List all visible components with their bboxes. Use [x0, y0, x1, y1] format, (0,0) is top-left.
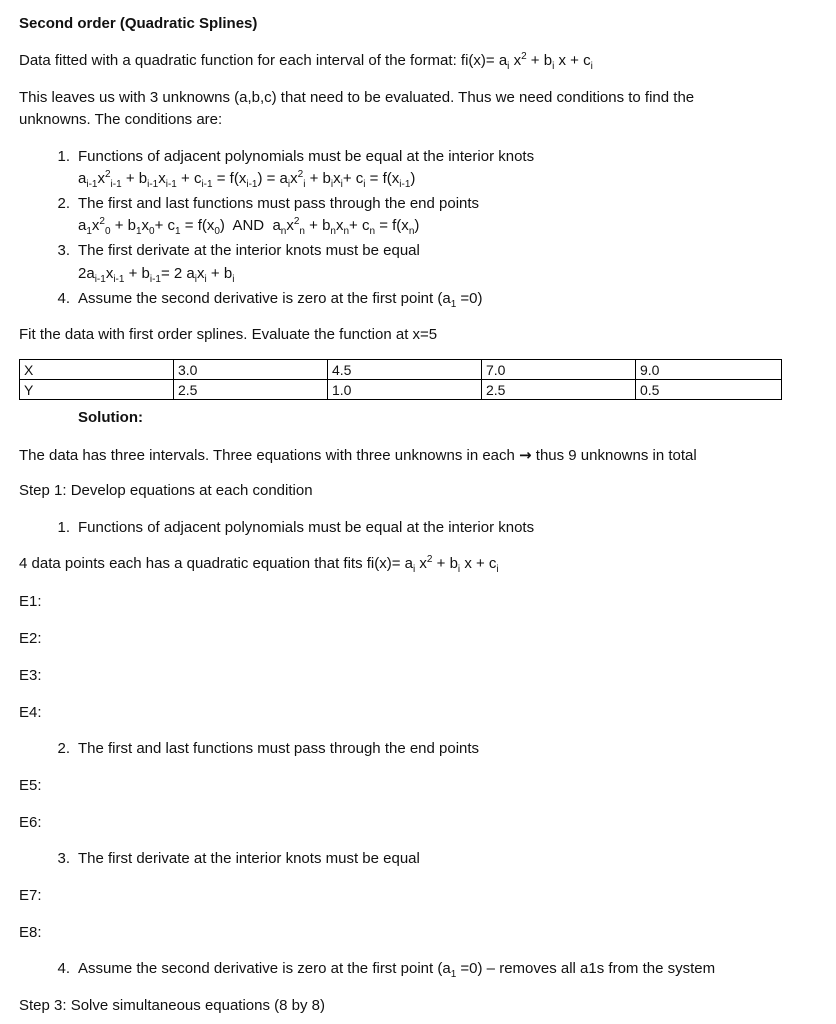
solution-label: Solution:	[78, 409, 143, 426]
intervals-text-a: The data has three intervals. Three equations with three unknowns in each	[19, 447, 515, 464]
equation-label-e5: E5:	[19, 777, 42, 794]
condition-text: Functions of adjacent polynomials must be equal at the interior knots	[78, 148, 535, 165]
condition-text: Assume the second derivative is zero at the first point (a	[78, 290, 451, 307]
intro-line-2: This leaves us with 3 unknowns (a,b,c) that need to be evaluated. Thus we need conditions to find the	[19, 89, 695, 106]
page-title: Second order (Quadratic Splines)	[19, 15, 258, 32]
and-word: AND	[232, 217, 265, 234]
y-label-cell: Y	[20, 380, 174, 400]
data-points-prefix: 4 data points each has a quadratic equation that fits fi(x)=	[19, 555, 401, 572]
step1-condition-4: 4. Assume the second derivative is zero at the first point $(a_1 =0)$ – removes all a1s from the system	[48, 960, 715, 978]
condition-number: 3.	[57, 242, 70, 259]
condition-text: The first derivate at the interior knots must be equal	[78, 850, 420, 867]
table-cell: 1.0	[328, 380, 482, 400]
condition-number: 2.	[57, 740, 70, 757]
equation-label-e4: E4:	[19, 704, 42, 721]
table-cell: 2.5	[482, 380, 636, 400]
equation-label-e7: E7:	[19, 887, 42, 904]
condition-4-suffix: – removes all a1s from the system	[482, 960, 716, 977]
table-cell: 4.5	[328, 360, 482, 380]
table-row	[20, 380, 782, 400]
condition-number: 1.	[57, 148, 70, 165]
fit-instruction: Fit the data with first order splines. Evaluate the function at x=5	[19, 326, 438, 343]
table-cell: 2.5	[174, 380, 328, 400]
condition-number: 1.	[57, 519, 70, 536]
step1-condition-2	[48, 740, 479, 758]
condition-1	[48, 148, 534, 166]
table-cell: 3.0	[174, 360, 328, 380]
condition-2-formula: $a_1x^2_0 + b_1x_0+ c_1 = f(x_0)$ AND $a_nx^2_n + b_nx_n+ c_n = f(x_n)$	[78, 216, 420, 237]
table-cell: 9.0	[636, 360, 782, 380]
intervals-line	[19, 446, 697, 465]
table-row	[20, 360, 782, 380]
intro-line-3: unknowns. The conditions are:	[19, 111, 223, 128]
table-cell: 7.0	[482, 360, 636, 380]
table-cell: 0.5	[636, 380, 782, 400]
arrow-right-icon: →	[519, 446, 532, 464]
condition-text: The first and last functions must pass through the end points	[78, 740, 480, 757]
condition-text: The first and last functions must pass through the end points	[78, 195, 480, 212]
condition-number: 3.	[57, 850, 70, 867]
intro-prefix: Data fitted with a quadratic function for each interval of the format: fi(x)=	[19, 52, 495, 69]
data-table	[19, 359, 782, 400]
step1-heading: Step 1: Develop equations at each condition	[19, 482, 313, 499]
condition-text: Functions of adjacent polynomials must be equal at the interior knots	[78, 519, 535, 536]
intervals-text-b: thus 9 unknowns in total	[535, 447, 697, 464]
condition-2	[48, 195, 479, 213]
equation-label-e8: E8:	[19, 924, 42, 941]
condition-text: The first derivate at the interior knots must be equal	[78, 242, 420, 259]
x-label-cell: X	[20, 360, 174, 380]
equation-label-e1: E1:	[19, 593, 42, 610]
equation-label-e6: E6:	[19, 814, 42, 831]
condition-number: 2.	[57, 195, 70, 212]
data-points-line: 4 data points each has a quadratic equation that fits $fi(x)= a_i$ $x^2 + b_i$ $x + c_i$	[19, 554, 499, 575]
step1-condition-1	[48, 519, 534, 537]
condition-3	[48, 242, 420, 260]
condition-number: 4.	[57, 960, 70, 977]
equation-label-e2: E2:	[19, 630, 42, 647]
step1-condition-3	[48, 850, 420, 868]
equation-label-e3: E3:	[19, 667, 42, 684]
condition-1-formula: $a_{i-1}x^2_{i-1} + b_{i-1}x_{i-1} + c_{i-1} = f(x_{i-1}) = a_ix^2_i + b_ix_i+ c_i = f(x_{i-1})$	[78, 169, 416, 190]
condition-4: 4. Assume the second derivative is zero at the first point $(a_1 =0)$	[48, 290, 483, 308]
condition-text: Assume the second derivative is zero at the first point (a	[78, 960, 451, 977]
step3-heading: Step 3: Solve simultaneous equations (8 by 8)	[19, 997, 326, 1014]
condition-number: 4.	[57, 290, 70, 307]
intro-line-1: Data fitted with a quadratic function for each interval of the format: $fi(x)= a_i$ $x^2 + b_i$ $x + c_i$	[19, 51, 593, 72]
condition-3-formula: $2a_{i-1}x_{i-1} + b_{i-1}= 2$ $a_ix_i + b_i$	[78, 265, 235, 285]
